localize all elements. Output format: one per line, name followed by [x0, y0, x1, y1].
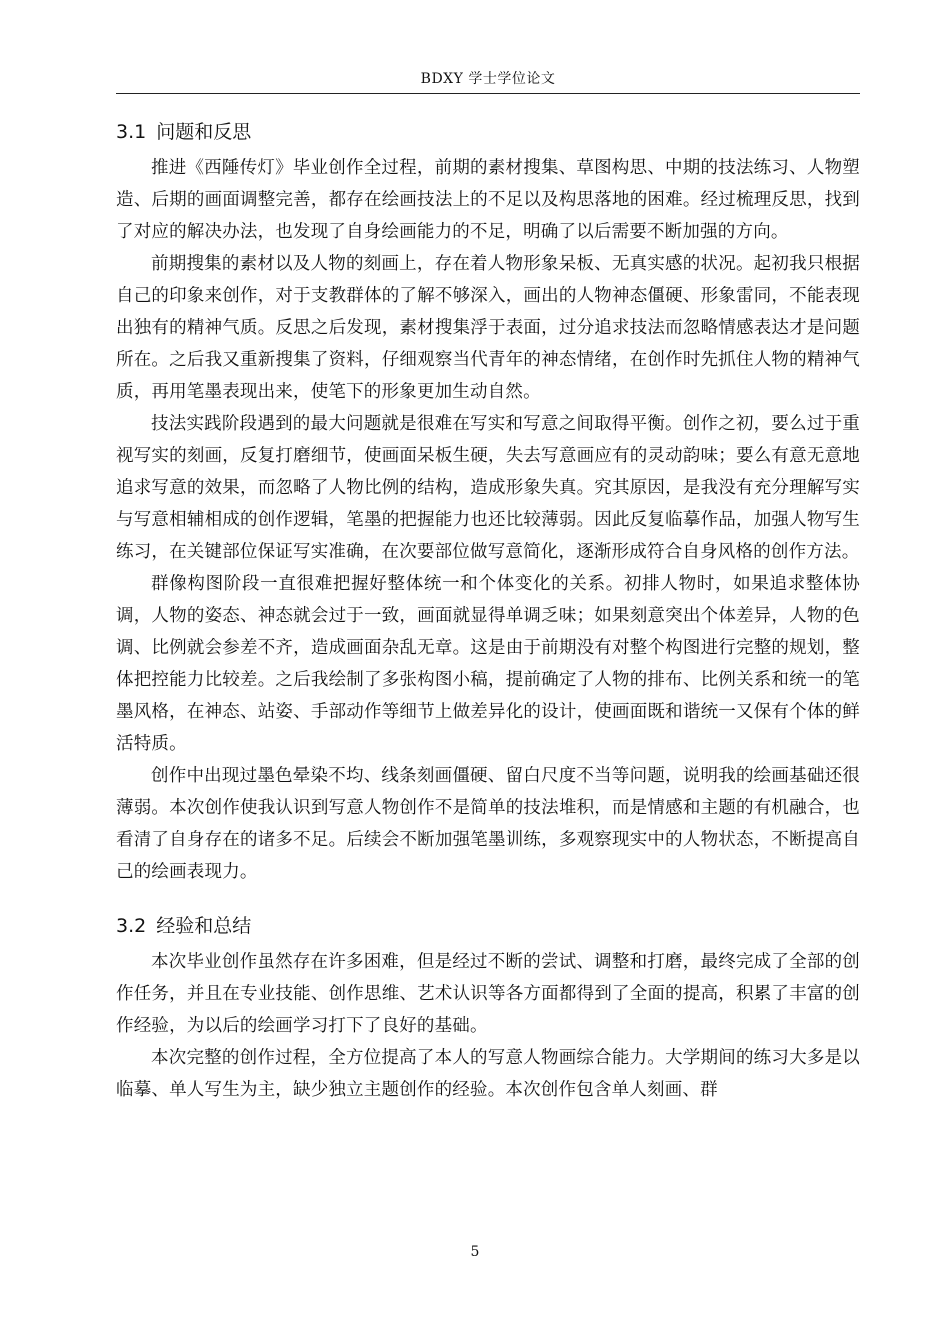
section-title: 问题和反思	[156, 121, 252, 143]
paragraph: 技法实践阶段遇到的最大问题就是很难在写实和写意之间取得平衡。创作之初，要么过于重视写实的刻画，反复打磨细节，使画面呆板生硬，失去写意画应有的灵动韵味；要么有意无意地追求写意的效果，而忽略了人物比例的结构，造成形象失真。究其原因，是我没有充分理解写实与写意相辅相成的创作逻辑，笔墨的把握能力也还比较薄弱。因此反复临摹作品，加强人物写生练习，在关键部位保证写实准确，在次要部位做写意简化，逐渐形成符合自身风格的创作方法。	[116, 414, 860, 562]
section-spacer	[116, 888, 860, 906]
paragraph: 群像构图阶段一直很难把握好整体统一和个体变化的关系。初排人物时，如果追求整体协调，人物的姿态、神态就会过于一致，画面就显得单调乏味；如果刻意突出个体差异，人物的色调、比例就会参差不齐，造成画面杂乱无章。这是由于前期没有对整个构图进行完整的规划，整体把控能力比较差。之后我绘制了多张构图小稿，提前确定了人物的排布、比例关系和统一的笔墨风格，在神态、站姿、手部动作等细节上做差异化的设计，使画面既和谐统一又保有个体的鲜活特质。	[116, 574, 860, 754]
paragraph: 推进《西陲传灯》毕业创作全过程，前期的素材搜集、草图构思、中期的技法练习、人物塑造、后期的画面调整完善，都存在绘画技法上的不足以及构思落地的困难。经过梳理反思，找到了对应的解决办法，也发现了自身绘画能力的不足，明确了以后需要不断加强的方向。	[116, 158, 860, 242]
page-number: 5	[470, 1244, 480, 1260]
paragraph: 前期搜集的素材以及人物的刻画上，存在着人物形象呆板、无真实感的状况。起初我只根据自己的印象来创作，对于支教群体的了解不够深入，画出的人物神态僵硬、形象雷同，不能表现出独有的精神气质。反思之后发现，素材搜集浮于表面，过分追求技法而忽略情感表达才是问题所在。之后我又重新搜集了资料，仔细观察当代青年的神态情绪，在创作时先抓住人物的精神气质，再用笔墨表现出来，使笔下的形象更加生动自然。	[116, 254, 860, 402]
section-heading-3-1	[116, 112, 860, 152]
document-body	[116, 112, 860, 1106]
section-heading-3-2	[116, 906, 860, 946]
section-title: 经验和总结	[156, 915, 252, 937]
paragraph: 创作中出现过墨色晕染不均、线条刻画僵硬、留白尺度不当等问题，说明我的绘画基础还很薄弱。本次创作使我认识到写意人物创作不是简单的技法堆积，而是情感和主题的有机融合，也看清了自身存在的诸多不足。后续会不断加强笔墨训练，多观察现实中的人物状态，不断提高自己的绘画表现力。	[116, 766, 860, 882]
section-number: 3.1	[116, 121, 147, 143]
page-header	[116, 66, 860, 94]
paragraph: 本次完整的创作过程，全方位提高了本人的写意人物画综合能力。大学期间的练习大多是以临摹、单人写生为主，缺少独立主题创作的经验。本次创作包含单人刻画、群	[116, 1048, 860, 1100]
section-number: 3.2	[116, 915, 147, 937]
header-title: BDXY 学士学位论文	[420, 71, 556, 87]
paragraph: 本次毕业创作虽然存在许多困难，但是经过不断的尝试、调整和打磨，最终完成了全部的创作任务，并且在专业技能、创作思维、艺术认识等各方面都得到了全面的提高，积累了丰富的创作经验，为以后的绘画学习打下了良好的基础。	[116, 952, 860, 1036]
